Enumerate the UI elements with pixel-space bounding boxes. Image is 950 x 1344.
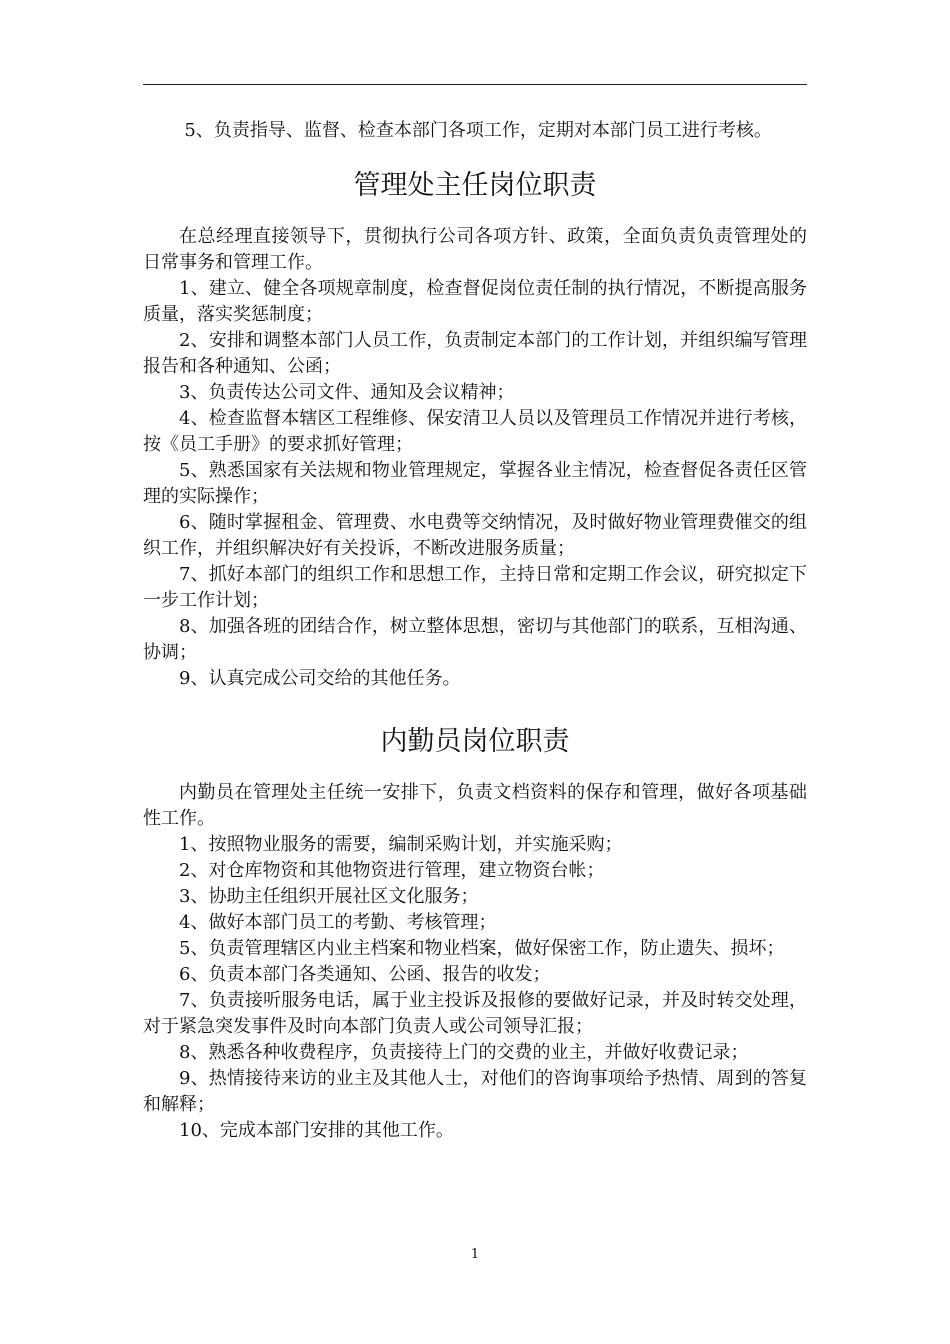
section-body-clerk (143, 780, 807, 1144)
paragraph: 3、负责传达公司文件、通知及会议精神； (179, 382, 515, 403)
paragraph: 9、认真完成公司交给的其他任务。 (179, 668, 461, 689)
paragraph: 3、协助主任组织开展社区文化服务； (179, 886, 479, 907)
page-content (143, 118, 807, 1144)
paragraph: 5、熟悉国家有关法规和物业管理规定，掌握各业主情况，检查督促各责任区管理的实际操作； (143, 460, 807, 507)
paragraph: 6、负责本部门各类通知、公函、报告的收发； (179, 964, 551, 985)
intro-paragraph: 5、负责指导、监督、检查本部门各项工作，定期对本部门员工进行考核。 (184, 120, 772, 141)
section-title-manager: 管理处主任岗位职责 (353, 170, 597, 201)
paragraph: 在总经理直接领导下，贯彻执行公司各项方针、政策，全面负责负责管理处的日常事务和管理工作。 (143, 226, 807, 273)
paragraph: 内勤员在管理处主任统一安排下，负责文档资料的保存和管理，做好各项基础性工作。 (143, 782, 807, 829)
paragraph: 2、安排和调整本部门人员工作，负责制定本部门的工作计划，并组织编写管理报告和各种通知、公函； (143, 330, 807, 377)
paragraph: 1、按照物业服务的需要，编制采购计划，并实施采购； (179, 834, 623, 855)
paragraph: 1、建立、健全各项规章制度，检查督促岗位责任制的执行情况，不断提高服务质量，落实奖惩制度； (143, 278, 807, 325)
paragraph: 9、热情接待来访的业主及其他人士，对他们的咨询事项给予热情、周到的答复和解释； (143, 1068, 807, 1115)
page-number: 1 (470, 1247, 480, 1262)
paragraph: 10、完成本部门安排的其他工作。 (179, 1120, 454, 1141)
header-rule (143, 84, 807, 85)
section-title-clerk: 内勤员岗位职责 (380, 726, 570, 757)
paragraph: 6、随时掌握租金、管理费、水电费等交纳情况，及时做好物业管理费催交的组织工作，并组织解决好有关投诉，不断改进服务质量； (143, 512, 807, 559)
paragraph: 2、对仓库物资和其他物资进行管理，建立物资台帐； (179, 860, 605, 881)
paragraph: 7、抓好本部门的组织工作和思想工作，主持日常和定期工作会议，研究拟定下一步工作计划； (143, 564, 807, 611)
paragraph: 8、熟悉各种收费程序，负责接待上门的交费的业主，并做好收费记录； (179, 1042, 749, 1063)
section-body-manager (143, 224, 807, 692)
paragraph: 8、加强各班的团结合作，树立整体思想，密切与其他部门的联系，互相沟通、协调； (143, 616, 807, 663)
paragraph: 4、做好本部门员工的考勤、考核管理； (179, 912, 497, 933)
paragraph: 5、负责管理辖区内业主档案和物业档案，做好保密工作，防止遗失、损坏； (179, 938, 785, 959)
paragraph: 7、负责接听服务电话，属于业主投诉及报修的要做好记录，并及时转交处理，对于紧急突发事件及时向本部门负责人或公司领导汇报； (143, 990, 807, 1037)
paragraph: 4、检查监督本辖区工程维修、保安清卫人员以及管理员工作情况并进行考核，按《员工手册》的要求抓好管理； (143, 408, 807, 455)
